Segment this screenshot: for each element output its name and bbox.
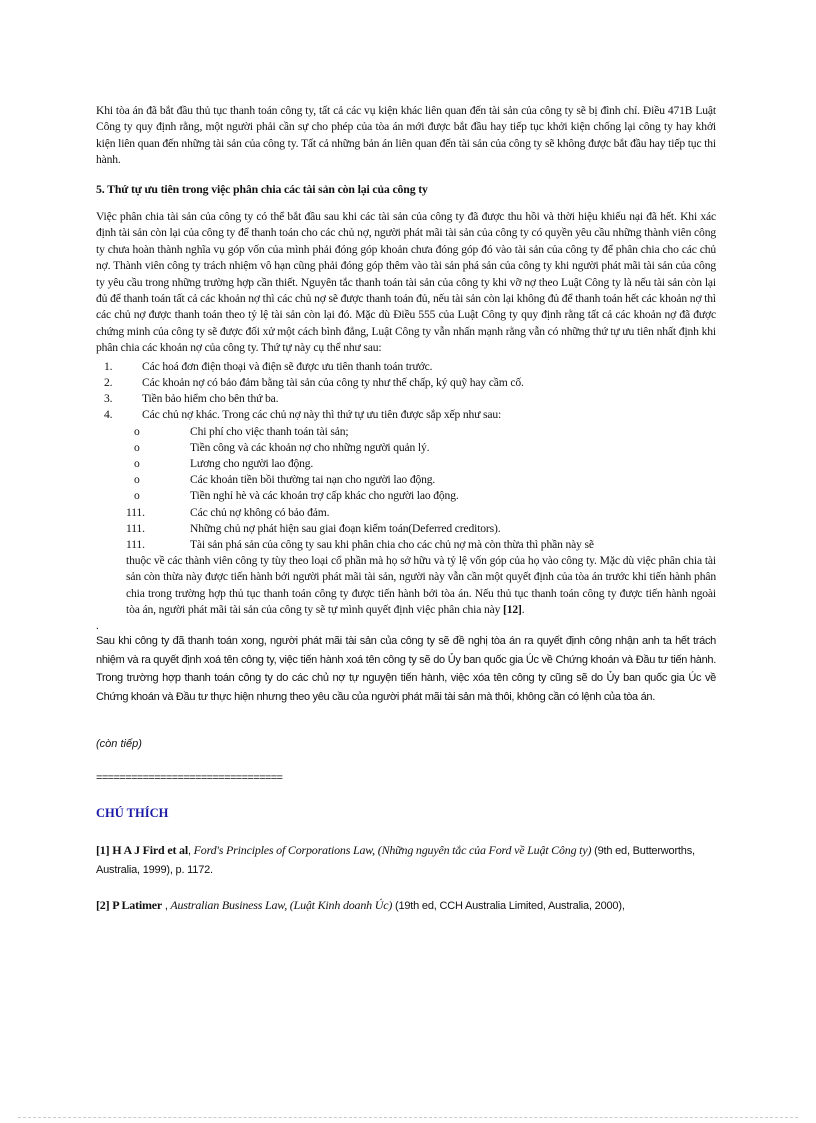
section-heading: 5. Thứ tự ưu tiên trong việc phân chia các tài sản còn lại của công ty	[96, 181, 428, 196]
roman-text: Tài sản phá sản của công ty sau khi phân chia cho các chủ nợ mà còn thừa thì phần này sẽ	[190, 537, 594, 551]
priority-list	[96, 359, 716, 618]
roman-item	[96, 505, 716, 521]
reference-2	[96, 896, 716, 916]
list-text: Các khoản nợ có bảo đảm bằng tài sản của công ty như thế chấp, ký quỹ hay cầm cố.	[142, 375, 524, 389]
list-item	[96, 407, 716, 423]
bullet-marker: o	[134, 473, 140, 487]
roman-continuation-end: .	[521, 602, 525, 616]
footnote-ref-12[interactable]: [12]	[503, 602, 522, 616]
list-number: 4.	[104, 408, 113, 422]
sublist-text: Tiền công và các khoản nợ cho những người quản lý.	[190, 440, 430, 454]
paragraph-1: Khi tòa án đã bắt đầu thủ tục thanh toán công ty, tất cả các vụ kiện khác liên quan đến tài sản của công ty sẽ bị đình chỉ. Điều 471B Luật Công ty quy định rằng, một người phải cần sự cho phép của tòa án mới được bắt đầu hay tiếp tục khởi kiện chống lại công ty hay khởi kiện liên quan đến những tài sản của công ty. Tất cả những bản án liên quan đến tài sản của công ty sẽ không được bắt đầu hay tiếp tục thi hành.	[96, 104, 716, 167]
sublist-item	[96, 488, 716, 504]
sublist-item	[96, 424, 716, 440]
reference-label[interactable]: [2] P Latimer	[96, 898, 163, 913]
bullet-marker: o	[134, 489, 140, 503]
list-text: Các hoá đơn điện thoại và điện sẽ được ưu tiên thanh toán trước.	[142, 359, 433, 373]
list-text: Tiền bảo hiểm cho bên thứ ba.	[142, 392, 279, 406]
roman-continuation	[96, 553, 716, 618]
reference-separator: ,	[162, 900, 168, 913]
to-be-continued: (còn tiếp)	[96, 738, 142, 751]
reference-title: Australian Business Law, (Luật Kinh doanh Úc)	[167, 898, 393, 913]
stray-dot: .	[96, 619, 99, 632]
roman-continuation-text: thuộc về các thành viên công ty tùy theo loại cổ phần mà họ sở hữu và tỷ lệ vốn góp của họ vào công ty. Mặc dù việc phân chia tài sản còn thừa này được tiến hành bởi người phát mãi tài sản, người này vẫn cần một quyết định của tòa án trước khi tiến hành phân chia trong trường hợp thủ tục thanh toán công ty được tiến hành bởi tòa án. Nếu thủ tục thanh toán công ty được tiến hành ngoài tòa án, người phát mãi tài sản của công ty sẽ tự mình quyết định việc phân chia này	[126, 554, 716, 616]
list-item	[96, 391, 716, 407]
roman-text: Những chủ nợ phát hiện sau giai đoạn kiểm toán(Deferred creditors).	[190, 521, 501, 535]
list-number: 3.	[104, 392, 113, 406]
bullet-marker: o	[134, 440, 140, 454]
reference-1	[96, 841, 716, 880]
roman-number: 111.	[126, 505, 145, 519]
roman-item	[96, 537, 716, 553]
reference-label[interactable]: [1] H A J Fird et al	[96, 843, 188, 858]
list-item	[96, 375, 716, 391]
roman-number: 111.	[126, 537, 145, 551]
roman-item	[96, 521, 716, 537]
roman-number: 111.	[126, 521, 145, 535]
list-text: Các chủ nợ khác. Trong các chủ nợ này thì thứ tự ưu tiên được sắp xếp như sau:	[142, 408, 502, 422]
sublist-item	[96, 440, 716, 456]
notes-heading: CHÚ THÍCH	[96, 806, 169, 821]
document-body	[96, 103, 716, 932]
list-number: 1.	[104, 359, 113, 373]
paragraph-3: Sau khi công ty đã thanh toán xong, người phát mãi tài sản của công ty sẽ đề nghị tòa án ra quyết định công nhận anh ta hết trách nhiệm và ra quyết định xoá tên công ty, việc tiến hành xoá tên công ty sẽ do Ủy ban quốc gia Úc về Chứng khoán và Đầu tư tiến hành. Trong trường hợp thanh toán công ty do các chủ nợ tự nguyện tiến hành, việc xóa tên công ty cũng sẽ do Ủy ban quốc gia Úc về Chứng khoán và Đầu tư thực hiện nhưng theo yêu cầu của người phát mãi tài sản mà thôi, không cần có lệnh của tòa án.	[96, 634, 716, 703]
list-number: 2.	[104, 375, 113, 389]
sublist-text: Lương cho người lao động.	[190, 456, 314, 470]
sublist-text: Chi phí cho việc thanh toán tài sản;	[190, 424, 349, 438]
sublist-text: Các khoản tiền bồi thường tai nạn cho người lao động.	[190, 473, 436, 487]
bullet-marker: o	[134, 424, 140, 438]
sublist-item	[96, 472, 716, 488]
page-footer-divider	[18, 1117, 798, 1118]
reference-details: (9th ed, Butterworths, Australia, 1999), p. 1172.	[96, 845, 695, 877]
paragraph-2: Việc phân chia tài sản của công ty có thể bắt đầu sau khi các tài sản của công ty đã được thu hồi và thời hiệu khiếu nại đã hết. Khi xác định tài sản còn lại của công ty để thanh toán cho các chủ nợ, người phát mãi tài sản của công ty có quyền yêu cầu những thành viên công ty chưa hoàn thành nghĩa vụ góp vốn của mình phải đóng góp khoản chưa đóng góp đó vào tài sản của công ty để phân chia cho các chủ nợ. Thành viên công ty trách nhiệm vô hạn cũng phải đóng góp thêm vào tài sản phá sản của công ty khi người phát mãi tài sản của công ty yêu cầu trong những trường hợp cần thiết. Nguyên tắc thanh toán tài sản của công ty khi vỡ nợ theo Luật Công ty là nếu tài sản còn lại đủ để thanh toán tất cả các khoản nợ thì các chủ nợ sẽ được thanh toán đủ, nếu tài sản còn lại không đủ để thanh toán hết các khoản nợ thì các chủ nợ được thanh toán theo tỷ lệ tài sản còn lại đó. Mặc dù Điều 555 của Luật Công ty quy định rằng tất cả các khoản nợ đã được chứng minh của công ty sẽ được đối xử một cách bình đẳng, Luật Công ty vẫn nhấn mạnh rằng vẫn có những thứ tự ưu tiên nhất định khi phân chia các khoản nợ của công ty. Thứ tự này cụ thể như sau:	[96, 210, 716, 355]
reference-title: Ford's Principles of Corporations Law, (Những nguyên tắc của Ford về Luật Công ty)	[190, 843, 592, 858]
sublist-item	[96, 456, 716, 472]
bullet-marker: o	[134, 456, 140, 470]
list-item	[96, 359, 716, 375]
roman-text: Các chủ nợ không có bảo đảm.	[190, 505, 330, 519]
separator-line: ================================	[96, 772, 283, 785]
reference-details: (19th ed, CCH Australia Limited, Australia, 2000),	[392, 900, 625, 913]
sublist-text: Tiền nghỉ hè và các khoản trợ cấp khác cho người lao động.	[190, 489, 459, 503]
reference-separator: ,	[188, 845, 191, 858]
